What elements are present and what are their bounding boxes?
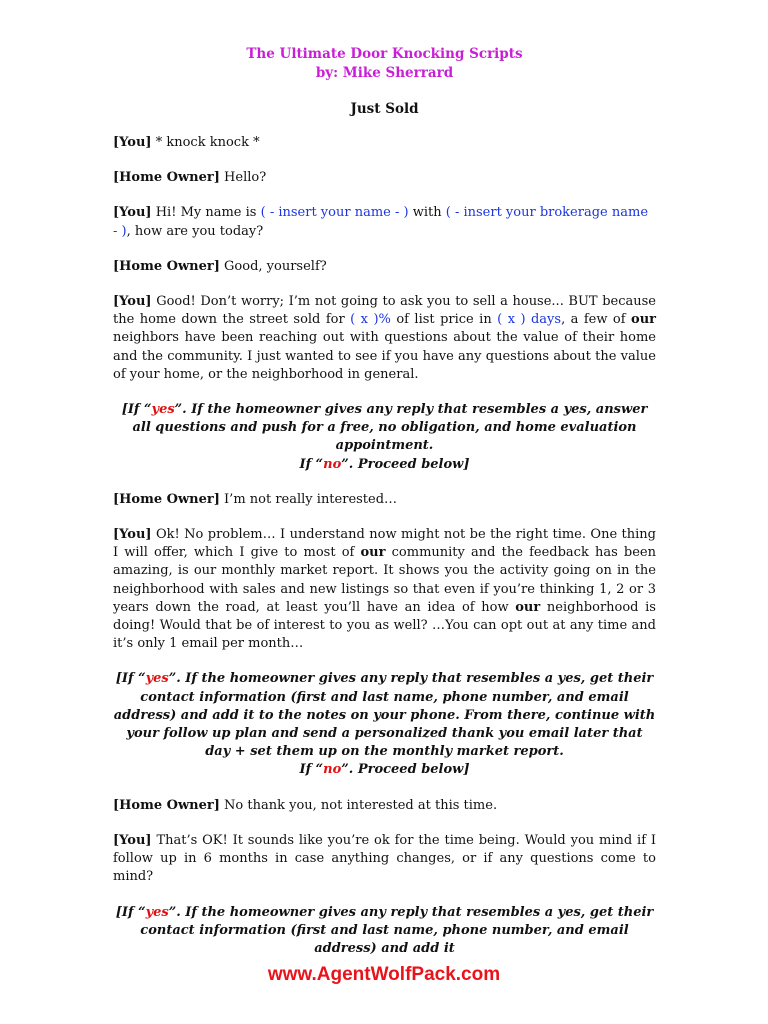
line-text: neighborhood is doing! Would that be of interest to you as well? …You can opt out at any time and it’s only 1 email per month…: [113, 599, 656, 652]
emphasis-our: our: [515, 599, 541, 615]
footer-website-link[interactable]: www.AgentWolfPack.com: [267, 964, 501, 985]
script-line-9: [113, 832, 656, 887]
line-text: Good! Don’t worry; I’m not going to ask you to sell a house... BUT because the home down the street sold for: [113, 294, 656, 328]
line-text: of list price in: [390, 312, 498, 328]
placeholder-days: ( x ) days: [497, 312, 562, 328]
speaker-owner: [Home Owner]: [113, 258, 220, 274]
instruction-text: ”. If the homeowner gives any reply that resembles a yes, get their contact information (first and last name, phone number, and email address) and add it: [140, 904, 654, 956]
yes-label: yes: [145, 671, 169, 687]
speaker-you: [You]: [113, 205, 152, 221]
instruction-text: [If “: [115, 671, 146, 687]
speaker-you: [You]: [113, 294, 152, 310]
line-text: Hi! My name is: [155, 205, 261, 221]
script-line-3: [113, 204, 656, 240]
instruction-text: If “: [299, 456, 324, 472]
speaker-you: [You]: [113, 527, 152, 543]
no-label: no: [323, 762, 342, 778]
section-heading: Just Sold: [350, 101, 419, 117]
script-line-7: [113, 526, 656, 653]
line-text: community and the feedback has been amazing, is our monthly market report. It shows you the activity going on in the neighborhood with sales and new listings so that even if you’re thinking 1, 2 or 3 years down the road, at least you’ll have an idea of how: [113, 545, 656, 615]
line-text: , a few of: [561, 312, 632, 328]
line-text: , how are you today?: [126, 223, 264, 239]
instruction-text: ”. If the homeowner gives any reply that resembles a yes, get their contact information (first and last name, phone number, and email address) and add it to the notes on your phone. From there, continue with your follow up plan and send a personalized thank you email later that day + set them up on the monthly market report.: [113, 671, 656, 760]
line-text: No thank you, not interested at this time.: [224, 797, 498, 813]
speaker-you: [You]: [113, 135, 152, 150]
line-text: That’s OK! It sounds like you’re ok for the time being. Would you mind if I follow up in 6 months in case anything changes, or if any questions come to mind?: [113, 832, 656, 885]
line-text: neighbors have been reaching out with questions about the value of their home and the community. I just wanted to see if you have any questions about the value of your home, or the neighborhood in general.: [113, 330, 656, 382]
speaker-owner: [Home Owner]: [113, 797, 220, 813]
yes-label: yes: [151, 402, 175, 418]
document-author: by: Mike Sherrard: [315, 65, 454, 81]
instruction-text: If “: [299, 762, 324, 778]
line-text: with: [408, 205, 446, 221]
emphasis-our: our: [631, 312, 657, 328]
speaker-owner: [Home Owner]: [113, 170, 220, 186]
document-page: [113, 45, 656, 958]
emphasis-our: our: [360, 545, 386, 561]
speaker-you: [You]: [113, 832, 152, 848]
line-text: Good, yourself?: [224, 258, 327, 274]
script-line-4: [113, 258, 656, 276]
instruction-block-3: [113, 904, 656, 959]
script-line-8: [113, 797, 656, 815]
line-text: * knock knock *: [155, 135, 260, 150]
instruction-block-1: [113, 401, 656, 474]
line-text: I’m not really interested…: [224, 491, 398, 507]
document-title: The Ultimate Door Knocking Scripts: [246, 46, 523, 62]
speaker-owner: [Home Owner]: [113, 491, 220, 507]
script-line-6: [113, 491, 656, 509]
script-line-5: [113, 293, 656, 384]
instruction-block-2: [113, 670, 656, 779]
placeholder-brokerage: ( - insert your brokerage name - ): [113, 205, 649, 239]
line-text: Ok! No problem… I understand now might not be the right time. One thing I will offer, which I give to most of: [113, 527, 656, 561]
instruction-text: ”. If the homeowner gives any reply that resembles a yes, answer all questions and push for a free, no obligation, and home evaluation appointment.: [132, 402, 648, 454]
yes-label: yes: [145, 904, 169, 920]
instruction-text: ”. Proceed below]: [341, 762, 470, 778]
instruction-text: [If “: [121, 402, 152, 418]
script-line-2: [113, 169, 656, 187]
placeholder-percent: ( x )%: [350, 312, 391, 328]
placeholder-name: ( - insert your name - ): [260, 205, 409, 221]
line-text: Hello?: [224, 170, 267, 186]
script-line-1: [113, 134, 656, 152]
instruction-text: ”. Proceed below]: [341, 456, 470, 472]
no-label: no: [323, 456, 342, 472]
instruction-text: [If “: [115, 904, 146, 920]
